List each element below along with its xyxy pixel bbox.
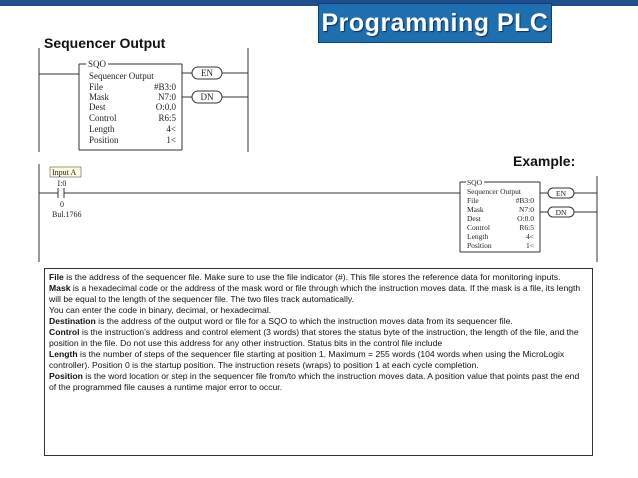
sqo-block-top [79, 59, 248, 150]
example-sqo-title: Sequencer Output [467, 187, 521, 196]
desc-length: Length is the number of steps of the sequencer file starting at position 1. Maximum = 255 words (104 words when using the MicroLogix controller). Position 0 is the startup position. The instruction resets (wraps) to position 1 at each cycle completion. [49, 349, 565, 370]
example-row-label-length: Length [467, 232, 489, 241]
row-value-dest: O:0.0 [155, 102, 176, 112]
example-sqo-header: SQO [467, 178, 483, 187]
desc-position: Position is the word location or step in the sequencer file from/to which the instruction moves data. A position value that points past the end of the programmed file causes a runtime major error to occur. [49, 371, 580, 392]
desc-mask: Mask is a hexadecimal code or the address of the mask word or file through which the instruction moves data. If the mask is a file, its length will be equal to the length of the sequencer file. The two files track automatically. [49, 283, 581, 304]
desc-file: File is the address of the sequencer file. Make sure to use the file indicator (#). This file stores the reference data for monitoring inputs. [49, 272, 561, 282]
example-row-label-position: Position [467, 241, 492, 250]
input-address: I:0 [57, 179, 67, 188]
example-dn-output-label: DN [555, 208, 567, 217]
dn-output-label: DN [200, 92, 214, 102]
input-bit: 0 [60, 200, 64, 209]
row-label-position: Position [89, 135, 119, 145]
row-label-mask: Mask [89, 92, 109, 102]
row-value-file: #B3:0 [153, 82, 176, 92]
slide-subtitle: Sequencer Output [44, 35, 166, 51]
row-value-control: R6:5 [158, 113, 176, 123]
example-row-value-length: 4< [526, 232, 534, 241]
desc-destination: Destination is the address of the output word or file for a SQO to which the instruction moves data from its sequencer file. [49, 316, 513, 326]
example-row-label-mask: Mask [467, 205, 484, 214]
sqo-rows [89, 82, 177, 145]
row-label-file: File [89, 82, 104, 92]
row-label-dest: Dest [89, 102, 106, 112]
sqo-header: SQO [88, 59, 107, 69]
description-box [44, 268, 593, 456]
example-label: Example: [513, 153, 576, 169]
slide-title: Programming PLC [318, 3, 552, 43]
row-label-control: Control [89, 113, 117, 123]
desc-control: Control is the instruction’s address and control element (3 words) that stores the status byte of the instruction, the length of the file, and the position in the file. Do not use this address for any other instruction. Status bits in the control file include [49, 327, 579, 348]
input-tag: Bul.1766 [52, 210, 82, 219]
row-label-length: Length [89, 124, 115, 134]
example-en-output-label: EN [556, 189, 566, 198]
example-row-label-file: File [467, 196, 479, 205]
sqo-title: Sequencer Output [89, 71, 154, 81]
en-output-label: EN [201, 68, 213, 78]
input-label: Input A [52, 168, 77, 177]
row-value-position: 1< [166, 135, 176, 145]
example-row-label-dest: Dest [467, 214, 481, 223]
example-row-value-mask: N7:0 [519, 205, 534, 214]
input-contact [39, 167, 460, 219]
example-row-value-position: 1< [526, 241, 534, 250]
example-row-label-control: Control [467, 223, 490, 232]
sqo-block-example [460, 178, 597, 252]
row-value-mask: N7:0 [158, 92, 176, 102]
row-value-length: 4< [166, 124, 176, 134]
example-row-value-dest: O:0.0 [517, 214, 534, 223]
example-row-value-file: #B3:0 [515, 196, 534, 205]
example-row-value-control: R6:5 [519, 223, 534, 232]
desc-code-note: You can enter the code in binary, decimal, or hexadecimal. [49, 305, 272, 315]
